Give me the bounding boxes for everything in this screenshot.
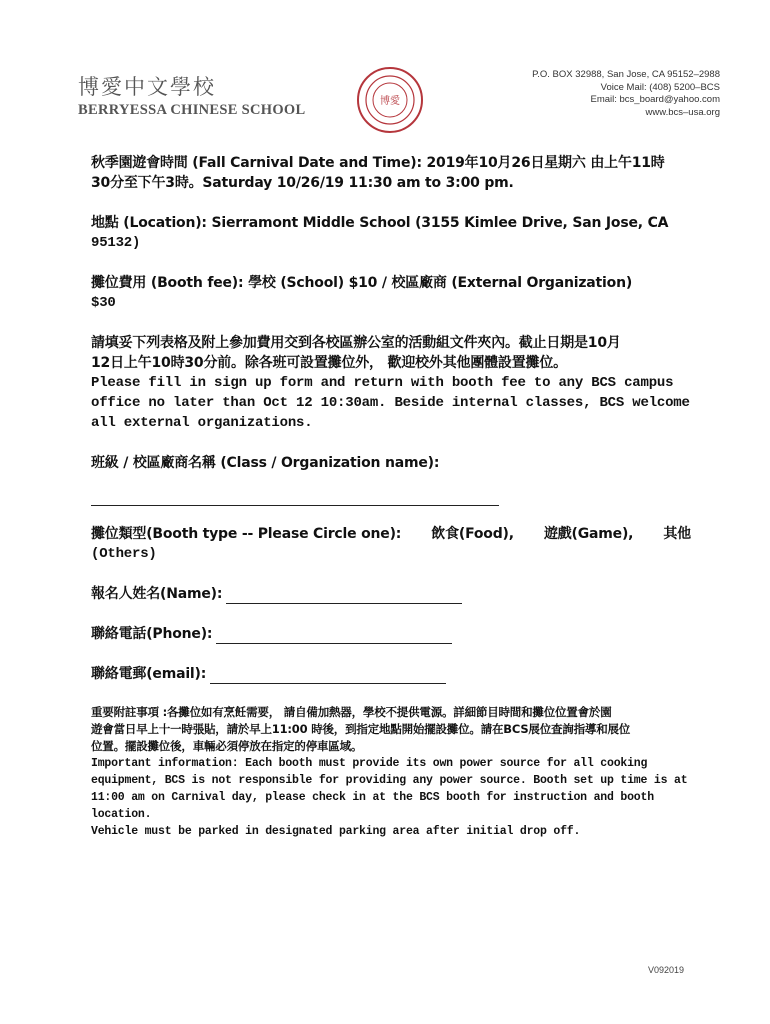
fee-line-2: $30 — [91, 295, 116, 311]
instructions-en-1: Please fill in sign up form and return with booth fee to any BCS campus — [91, 375, 674, 391]
contact-info — [532, 69, 720, 119]
class-org-label: 班級 / 校區廠商名稱 (Class / Organization name): — [91, 455, 440, 471]
school-name-english: BERRYESSA CHINESE SCHOOL — [78, 102, 306, 118]
booth-option-others[interactable]: 其他 — [663, 526, 691, 542]
school-header — [78, 74, 305, 119]
booth-option-others-en: (Others) — [91, 546, 157, 562]
instructions-cn-1: 請填妥下列表格及附上參加費用交到各校區辦公室的活動組文件夾內。截止日期是10月 — [91, 335, 621, 351]
important-cn-1: 重要附註事項 :各攤位如有烹飪需要， 請自備加熱器，學校不提供電源。詳細節目時間和攤位位置會於園 — [91, 705, 612, 719]
class-org-field[interactable] — [91, 505, 499, 506]
logo-center-text: 博愛 — [380, 96, 400, 107]
phone-label: 聯絡電話(Phone): — [91, 626, 213, 642]
version-label: V092019 — [647, 965, 684, 975]
important-en-1: Important information: Each booth must provide its own power source for all cooking — [91, 757, 648, 770]
phone-row — [91, 624, 691, 644]
form-content — [91, 153, 691, 840]
location-line-2: 95132) — [91, 235, 141, 251]
important-en-2: equipment, BCS is not responsible for providing any power source. Booth set up time is at — [91, 774, 688, 787]
fee-line-1: 攤位費用 (Booth fee): 學校 (School) $10 / 校區廠商 (External Organization) — [91, 275, 633, 291]
important-cn-2: 遊會當日早上十一時張貼，請於早上11:00 時後，到指定地點開始擺設攤位。請在BCS展位查詢指導和展位 — [91, 722, 631, 736]
name-label: 報名人姓名(Name): — [91, 586, 223, 602]
location-line-1: 地點 (Location): Sierramont Middle School (3155 Kimlee Drive, San Jose, CA — [91, 215, 669, 231]
important-en-3: 11:00 am on Carnival day, please check in at the BCS booth for instruction and booth location. — [91, 791, 654, 821]
booth-type-row — [91, 524, 691, 544]
date-line-2: 30分至下午3時。Saturday 10/26/19 11:30 am to 3:00 pm. — [91, 175, 514, 191]
contact-email: Email: bcs_board@yahoo.com — [590, 94, 720, 105]
booth-option-food[interactable]: 飲食(Food), — [431, 526, 514, 542]
contact-website: www.bcs–usa.org — [645, 106, 720, 118]
important-en-4: Vehicle must be parked in designated parking area after initial drop off. — [91, 825, 581, 838]
school-name-chinese: 博愛中文學校 — [78, 75, 216, 99]
contact-address: P.O. BOX 32988, San Jose, CA 95152–2988 — [532, 69, 720, 80]
school-seal-logo — [356, 66, 424, 134]
important-info — [91, 704, 691, 840]
date-line-1: 秋季園遊會時間 (Fall Carnival Date and Time): 2019年10月26日星期六 由上午11時 — [91, 155, 665, 171]
email-label: 聯絡電郵(email): — [91, 666, 207, 682]
email-field[interactable] — [210, 669, 446, 684]
phone-field[interactable] — [216, 629, 452, 644]
instructions-en-2: office no later than Oct 12 10:30am. Beside internal classes, BCS welcome — [91, 395, 690, 411]
instructions-en-3: all external organizations. — [91, 415, 313, 431]
contact-voicemail: Voice Mail: (408) 5200–BCS — [600, 81, 720, 93]
name-row — [91, 584, 691, 604]
booth-option-game[interactable]: 遊戲(Game), — [543, 526, 634, 542]
name-field[interactable] — [226, 589, 462, 604]
email-row — [91, 664, 691, 684]
booth-type-label: 攤位類型(Booth type -- Please Circle one): — [91, 526, 402, 542]
instructions-cn-2: 12日上午10時30分前。除各班可設置攤位外， 歡迎校外其他團體設置攤位。 — [91, 355, 567, 371]
important-cn-3: 位置。擺設攤位後，車輛必須停放在指定的停車區域。 — [91, 739, 363, 753]
